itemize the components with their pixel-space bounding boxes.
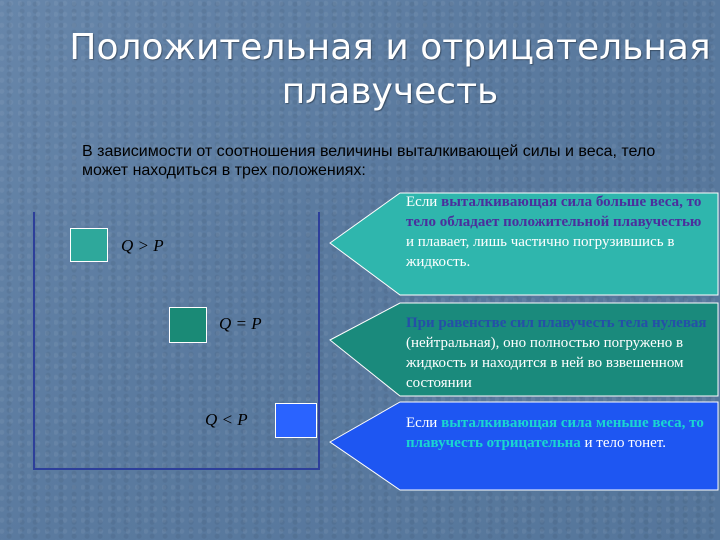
callout-negative-suffix: и тело тонет. — [580, 435, 666, 451]
callout-negative-text — [406, 413, 711, 453]
label-q-less-p: Q < P — [205, 410, 248, 429]
callout-positive-prefix: Если — [406, 194, 442, 210]
callout-positive-highlight: выталкивающая сила больше веса, то тело обладает положительной плавучестью — [406, 194, 702, 230]
callout-negative-prefix: Если — [406, 415, 442, 431]
label-q-greater-p: Q > P — [121, 236, 164, 255]
callout-neutral-text — [406, 313, 711, 393]
callout-neutral-suffix: (нейтральная), оно полностью погружено в жидкость и находится в ней во взвешенном состоянии — [406, 335, 684, 391]
slide-title: Положительная и отрицательная плавучесть — [69, 27, 711, 112]
intro-text: В зависимости от соотношения величины выталкивающей силы и веса, тело может находиться в трех положениях: — [82, 143, 656, 179]
label-q-equal-p: Q = P — [219, 314, 262, 333]
callout-neutral-highlight: При равенстве сил плавучесть тела нулевая — [406, 315, 707, 331]
callout-positive-text — [406, 192, 711, 272]
callout-positive-suffix: и плавает, лишь частично погрузившись в жидкость. — [406, 234, 675, 270]
callout-negative-highlight: выталкивающая сила меньше веса, то плавучесть отрицательна — [406, 415, 704, 451]
